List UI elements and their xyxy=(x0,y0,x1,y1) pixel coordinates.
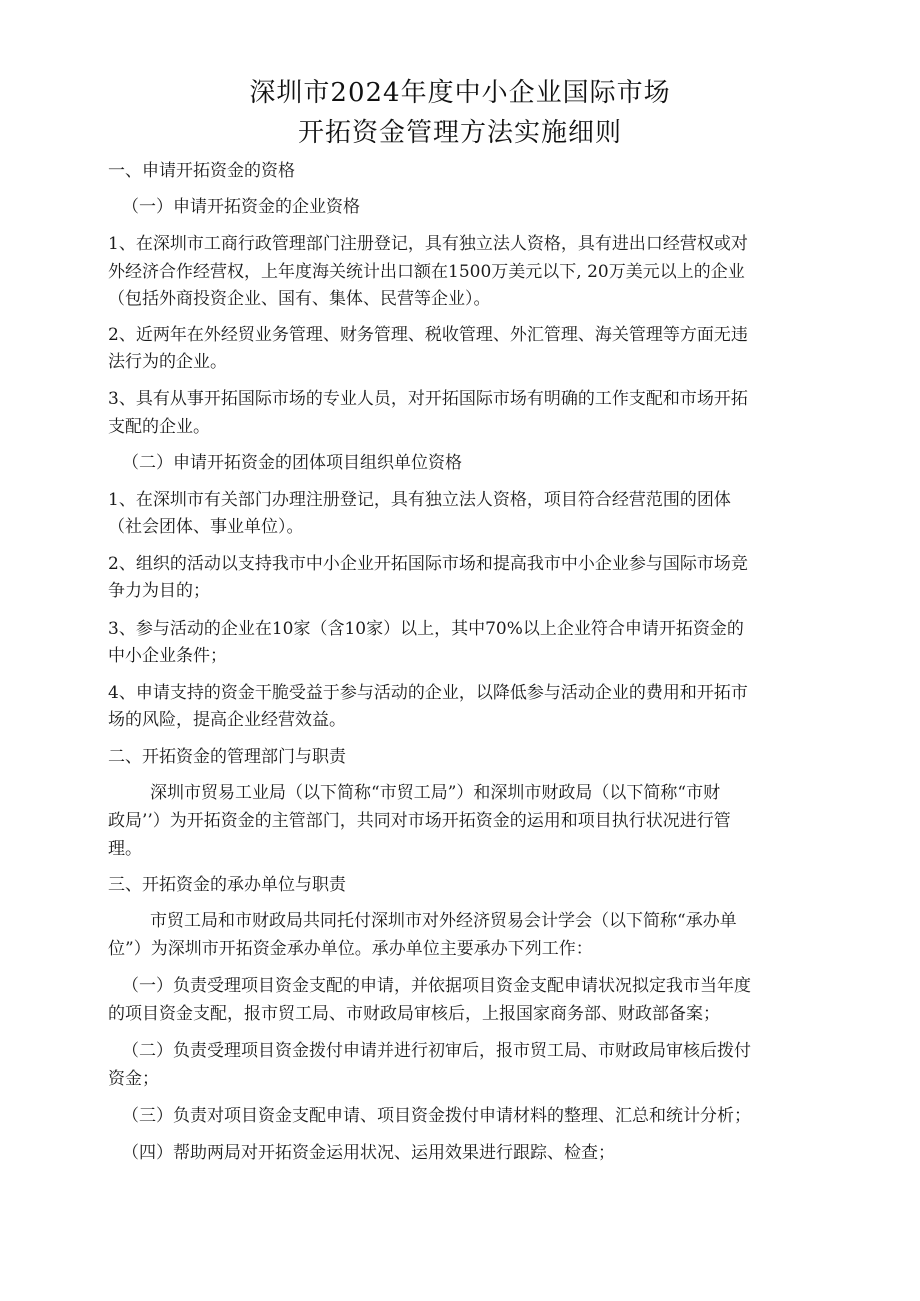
paragraph-line: 1、在深圳市有关部门办理注册登记，具有独立法人资格，项目符合经营范围的团体 xyxy=(108,490,731,510)
document-title-line-2: 开拓资金管理方法实施细则 xyxy=(297,118,622,148)
paragraph-line: 2、组织的活动以支持我市中小企业开拓国际市场和提高我市中小企业参与国际市场竞 xyxy=(108,554,748,574)
paragraph-line: 3、具有从事开拓国际市场的专业人员，对开拓国际市场有明确的工作支配和市场开拓 xyxy=(108,389,748,409)
paragraph-line: 理。 xyxy=(108,839,142,859)
paragraph-line: （包括外商投资企业、国有、集体、民营等企业）。 xyxy=(108,289,491,309)
paragraph-line: 争力为目的； xyxy=(108,581,210,601)
subsection-heading-1: （一）申请开拓资金的企业资格 xyxy=(122,197,360,217)
paragraph-line: （四）帮助两局对开拓资金运用状况、运用效果进行跟踪、检查； xyxy=(122,1143,615,1163)
document-title-line-1: 深圳市2024年度中小企业国际市场 xyxy=(249,78,671,108)
paragraph-line: 支配的企业。 xyxy=(108,417,210,437)
paragraph-line: 4、申请支持的资金干脆受益于参与活动的企业，以降低参与活动企业的费用和开拓市 xyxy=(108,683,748,703)
section-heading-1: 一、申请开拓资金的资格 xyxy=(108,161,295,181)
paragraph-line: 深圳市贸易工业局（以下简称“市贸工局”）和深圳市财政局（以下简称“市财 xyxy=(150,783,721,803)
paragraph-line: 的项目资金支配，报市贸工局、市财政局审核后，上报国家商务部、财政部备案； xyxy=(108,1004,720,1024)
paragraph-line: 法行为的企业。 xyxy=(108,352,227,372)
paragraph-line: 资金； xyxy=(108,1069,159,1089)
paragraph-line: 3、参与活动的企业在10家（含10家）以上，其中70%以上企业符合申请开拓资金的 xyxy=(108,619,744,639)
paragraph-line: （一）负责受理项目资金支配的申请，并依据项目资金支配申请状况拟定我市当年度 xyxy=(122,976,751,996)
paragraph-line: 位”）为深圳市开拓资金承办单位。承办单位主要承办下列工作： xyxy=(108,939,593,959)
paragraph-line: 中小企业条件； xyxy=(108,646,227,666)
paragraph-line: （三）负责对项目资金支配申请、项目资金拨付申请材料的整理、汇总和统计分析； xyxy=(122,1106,751,1126)
section-heading-3: 三、开拓资金的承办单位与职责 xyxy=(108,875,346,895)
subsection-heading-2: （二）申请开拓资金的团体项目组织单位资格 xyxy=(122,453,462,473)
paragraph-line: （社会团体、事业单位）。 xyxy=(108,517,304,537)
section-heading-2: 二、开拓资金的管理部门与职责 xyxy=(108,747,346,767)
paragraph-line: 市贸工局和市财政局共同托付深圳市对外经济贸易会计学会（以下简称“承办单 xyxy=(150,911,737,931)
paragraph-line: 场的风险，提高企业经营效益。 xyxy=(108,710,346,730)
paragraph-line: 1、在深圳市工商行政管理部门注册登记，具有独立法人资格，具有进出口经营权或对 xyxy=(108,234,748,254)
paragraph-line: 2、近两年在外经贸业务管理、财务管理、税收管理、外汇管理、海关管理等方面无违 xyxy=(108,325,748,345)
paragraph-line: 政局’’）为开拓资金的主管部门，共同对市场开拓资金的运用和项目执行状况进行管 xyxy=(108,811,731,831)
paragraph-line: （二）负责受理项目资金拨付申请并进行初审后，报市贸工局、市财政局审核后拨付 xyxy=(122,1041,751,1061)
paragraph-line: 外经济合作经营权，上年度海关统计出口额在1500万美元以下, 20万美元以上的企业 xyxy=(108,262,745,282)
